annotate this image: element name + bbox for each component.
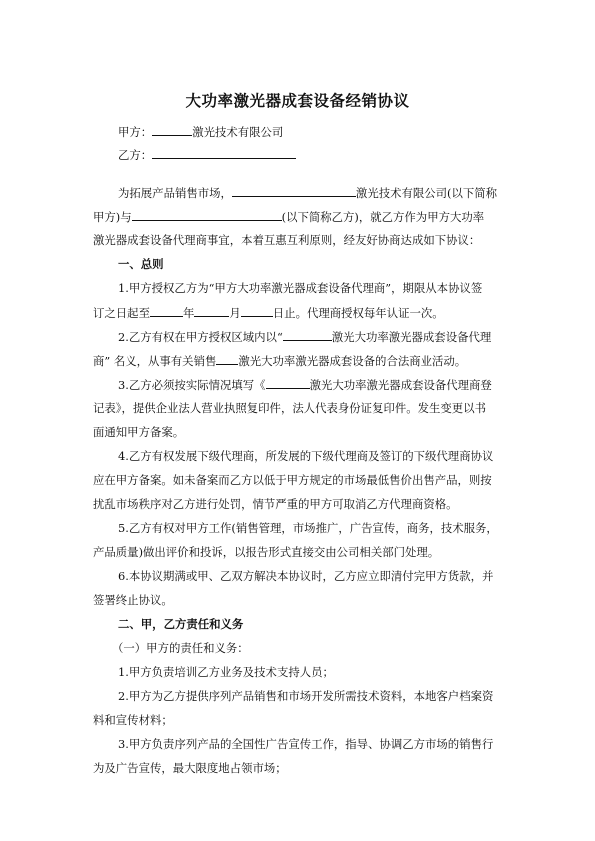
intro-text: 甲方)与: [93, 210, 132, 224]
blank-brand: [283, 329, 332, 341]
clause-text: 激光大功率激光器成套设备代理商登: [309, 378, 492, 392]
clause-text: 年: [182, 306, 195, 320]
clause-3-line-3: 面通知甲方备案。: [93, 425, 185, 439]
blank-brand: [266, 377, 310, 389]
duty-2-line-2: 料和宣传材料；: [93, 713, 173, 727]
party-b-blank: [152, 147, 296, 159]
duty-3-line-1: 3.甲方负责序列产品的全国性广告宣传工作，指导、协调乙方市场的销售行: [118, 737, 494, 751]
clause-4-line-3: 扰乱市场秩序对乙方进行处罚，情节严重的甲方可取消乙方代理商资格。: [93, 497, 458, 511]
clause-text: 订之日起至: [93, 306, 150, 320]
intro-line-1: [118, 185, 497, 200]
intro-line-2: [93, 209, 484, 224]
party-b-line: [118, 147, 296, 162]
intro-blank-party-b: [132, 209, 282, 221]
clause-1-line-1: 1.甲方授权乙方为“甲方大功率激光器成套设备代理商”，期限从本协议签: [118, 281, 483, 295]
intro-text: 激光技术有限公司(以下简称: [355, 186, 498, 200]
clause-text: 3.乙方必须按实际情况填写《: [118, 378, 266, 392]
subsection-party-a-heading: （一）甲方的责任和义务：: [112, 641, 249, 655]
clause-5-line-1: 5.乙方有权对甲方工作(销售管理，市场推广，广告宣传，商务，技术服务，: [118, 521, 498, 535]
clause-2-line-2: [93, 353, 466, 368]
clause-6-line-1: 6.本协议期满或甲、乙双方解决本协议时，乙方应立即清付完甲方货款，并: [118, 569, 494, 583]
intro-blank-company: [232, 185, 356, 197]
duty-1-line-1: 1.甲方负责培训乙方业务及技术支持人员；: [118, 665, 334, 679]
duty-2-line-1: 2.甲方为乙方提供序列产品销售和市场开发所需技术资料，本地客户档案资: [118, 689, 494, 703]
clause-text: 2.乙方有权在甲方授权区域内以“: [118, 330, 283, 344]
section-1-heading: 一、总则: [118, 257, 164, 271]
intro-line-3: 激光器成套设备代理商事宜，本着互惠互利原则，经友好协商达成如下协议：: [93, 233, 481, 247]
clause-3-line-2: 记表》，提供企业法人营业执照复印件，法人代表身份证复印件。发生变更以书: [93, 401, 486, 415]
clause-4-line-1: 4.乙方有权发展下级代理商，所发展的下级代理商及签订的下级代理商协议: [118, 449, 494, 463]
clause-3-line-1: [118, 377, 492, 392]
duty-3-line-2: 为及广告宣传，最大限度地占领市场；: [93, 761, 287, 775]
clause-text: 激光大功率激光器成套设备的合法商业活动。: [238, 354, 467, 368]
document-title: 大功率激光器成套设备经销协议: [185, 92, 410, 110]
party-a-line: [118, 124, 283, 139]
clause-text: 月: [229, 306, 241, 320]
clause-5-line-2: 产品质量)做出评价和投诉，以报告形式直接交由公司相关部门处理。: [93, 545, 440, 559]
blank-month: [194, 305, 229, 317]
blank-year: [150, 305, 183, 317]
intro-text: 为拓展产品销售市场，: [118, 186, 232, 200]
party-a-name: 激光技术有限公司: [192, 125, 284, 139]
party-a-blank: [152, 124, 192, 136]
clause-text: 日止。代理商授权每年认证一次。: [272, 306, 444, 320]
clause-1-line-2: [93, 305, 444, 320]
clause-2-line-1: [118, 329, 491, 344]
clause-text: 激光大功率激光器成套设备代理: [331, 330, 492, 344]
section-2-heading: 二、甲，乙方责任和义务: [118, 617, 244, 631]
blank-day: [241, 305, 273, 317]
blank-brand: [216, 353, 238, 365]
clause-6-line-2: 签署终止协议。: [93, 593, 173, 607]
party-b-label: 乙方：: [118, 148, 153, 162]
intro-text: (以下简称乙方)，就乙方作为甲方大功率: [281, 210, 485, 224]
clause-4-line-2: 应在甲方备案。如未备案而乙方以低于甲方规定的市场最低售价出售产品，则按: [93, 473, 492, 487]
clause-text: 商” 名义，从事有关销售: [93, 354, 217, 368]
party-a-label: 甲方：: [118, 125, 153, 139]
